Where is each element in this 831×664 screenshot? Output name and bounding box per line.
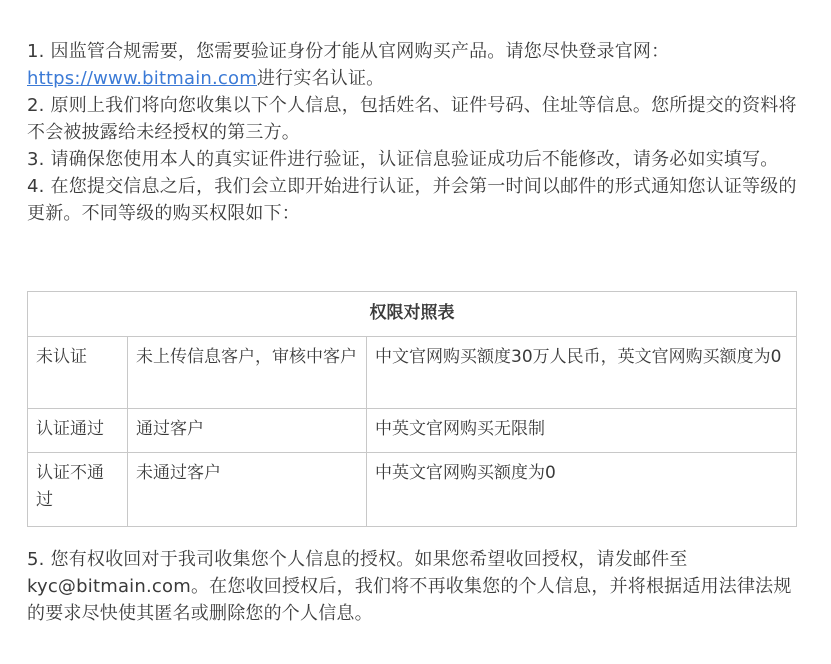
item-2-text: 原则上我们将向您收集以下个人信息，包括姓名、证件号码、住址等信息。您所提交的资料将不会被披露给未经授权的第三方。 [27,95,797,143]
item-4 [27,173,807,227]
status-cell: 认证通过 [28,409,128,453]
table-title-row [28,292,797,337]
item-2-number: 2. [27,95,45,116]
table-row [28,337,797,409]
item-5-text-after: 。在您收回授权后，我们将不再收集您的个人信息，并将根据适用法律法规的要求尽快使其匿名或删除您的个人信息。 [27,576,792,624]
customer-cell: 未通过客户 [128,453,367,527]
customer-cell: 未上传信息客户，审核中客户 [128,337,367,409]
item-1-number: 1. [27,41,45,62]
kyc-email: kyc@bitmain.com [27,576,191,597]
permission-cell: 中英文官网购买无限制 [367,409,797,453]
permission-table [27,291,797,527]
item-3-number: 3. [27,149,45,170]
customer-cell: 通过客户 [128,409,367,453]
table-row [28,453,797,527]
bitmain-website-link[interactable]: https://www.bitmain.com [27,68,257,89]
item-5 [27,546,807,627]
item-4-text: 在您提交信息之后，我们会立即开始进行认证，并会第一时间以邮件的形式通知您认证等级的更新。不同等级的购买权限如下： [27,176,797,224]
item-3 [27,146,807,173]
item-1-text: 因监管合规需要，您需要验证身份才能从官网购买产品。请您尽快登录官网： [50,41,670,62]
status-cell: 未认证 [28,337,128,409]
table-title: 权限对照表 [28,292,797,337]
table-row [28,409,797,453]
item-5-number: 5. [27,549,45,570]
document-body [27,38,807,227]
item-1 [27,38,807,92]
item-5-text: 您有权收回对于我司收集您个人信息的授权。如果您希望收回授权，请发邮件至 [50,549,688,570]
document-footer [27,546,807,627]
item-4-number: 4. [27,176,45,197]
permission-cell: 中英文官网购买额度为0 [367,453,797,527]
permission-cell: 中文官网购买额度30万人民币，英文官网购买额度为0 [367,337,797,409]
item-3-text: 请确保您使用本人的真实证件进行验证，认证信息验证成功后不能修改，请务必如实填写。 [50,149,779,170]
item-1-text-after: 进行实名认证。 [256,68,385,89]
status-cell: 认证不通过 [28,453,128,527]
item-2 [27,92,807,146]
